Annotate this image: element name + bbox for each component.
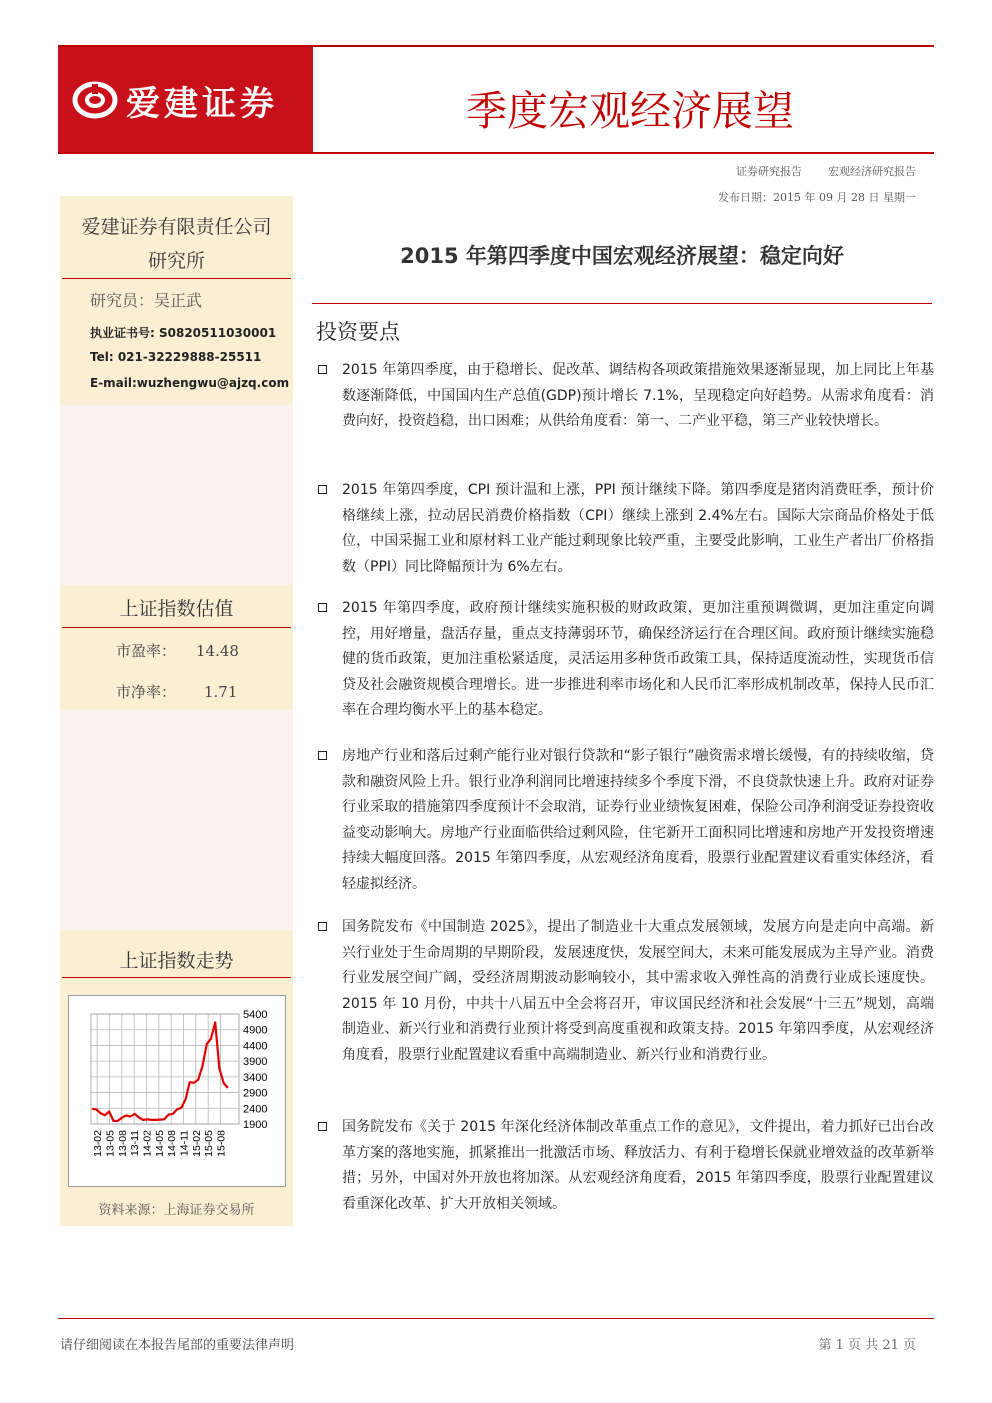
bullet-text: 2015 年第四季度，由于稳增长、促改革、调结构各项政策措施效果逐渐显现，加上同比上年基数逐渐降低，中国国内生产总值(GDP)预计增长 7.1%，呈现稳定向好趋势。从需求角度看：消费向好，投资趋稳，出口困难；从供给角度看：第一、二产业平稳，第三产业较快增长。 xyxy=(342,362,934,430)
y-tick-label: 2900 xyxy=(243,1087,268,1100)
pe-ratio-value: 14.48 xyxy=(196,642,239,660)
checkbox-bullet-icon xyxy=(318,603,327,612)
y-tick-label: 3900 xyxy=(243,1056,268,1069)
y-tick-label: 2400 xyxy=(243,1103,268,1116)
legal-disclaimer-note: 请仔细阅读在本报告尾部的重要法律声明 xyxy=(60,1338,295,1353)
bullet-item xyxy=(316,915,934,1069)
bullet-item xyxy=(316,596,934,724)
category-securities-research: 证券研究报告 xyxy=(736,165,802,178)
company-logo-icon xyxy=(72,80,118,120)
report-type-title: 季度宏观经济展望 xyxy=(466,87,794,135)
pb-ratio-value: 1.71 xyxy=(204,683,238,701)
bullet-item xyxy=(316,358,934,435)
checkbox-bullet-icon xyxy=(318,485,327,494)
y-tick-label: 1900 xyxy=(243,1119,268,1131)
report-title: 2015 年第四季度中国宏观经济展望：稳定向好 xyxy=(400,244,844,268)
x-tick-label: 14-11 xyxy=(178,1130,191,1157)
title-divider xyxy=(312,303,932,304)
header-bottom-rule xyxy=(58,152,934,154)
y-tick-label: 3400 xyxy=(243,1071,268,1084)
x-tick-label: 14-08 xyxy=(166,1130,179,1157)
checkbox-bullet-icon xyxy=(318,922,327,931)
bullet-text: 国务院发布《中国制造 2025》，提出了制造业十大重点发展领域，发展方向是走向中高端。新兴行业处于生命周期的早期阶段，发展速度快，发展空间大，未来可能发展成为主导产业。消费行业发展空间广阔，受经济周期波动影响较小，其中需求收入弹性高的消费行业成长速度快。2015 年 10 月份，中共十八届五中全会将召开，审议国民经济和社会发展“十三五”规划，高端制造业、新兴行业和消费行业预计将受到高度重视和政策支持。2015 年第四季度，从宏观经济角度看，股票行业配置建议看重中高端制造业、新兴行业和消费行业。 xyxy=(342,919,934,1063)
checkbox-bullet-icon xyxy=(318,365,327,374)
x-tick-label: 15-05 xyxy=(203,1130,216,1157)
publish-date: 发布日期：2015 年 09 月 28 日 星期一 xyxy=(718,191,916,204)
checkbox-bullet-icon xyxy=(318,751,327,760)
x-tick-label: 13-05 xyxy=(104,1130,117,1157)
valuation-title: 上证指数估值 xyxy=(119,598,234,620)
y-tick-label: 4900 xyxy=(243,1024,268,1037)
analyst-phone: Tel: 021-32229888-25511 xyxy=(90,350,262,364)
analyst-name: 研究员：吴正武 xyxy=(90,291,203,310)
footer-rule xyxy=(58,1318,934,1319)
license-number: 执业证书号: S0820511030001 xyxy=(90,326,277,340)
chart-canvas xyxy=(69,996,285,1186)
checkbox-bullet-icon xyxy=(318,1122,327,1131)
trend-title: 上证指数走势 xyxy=(119,950,234,972)
company-name: 爱建证券有限责任公司 xyxy=(81,216,272,238)
index-trend-chart xyxy=(68,995,286,1187)
chart-source: 资料来源：上海证券交易所 xyxy=(98,1203,255,1218)
bullet-text: 2015 年第四季度，政府预计继续实施积极的财政政策，更加注重预调微调，更加注重定向调控，用好增量，盘活存量，重点支持薄弱环节，确保经济运行在合理区间。政府预计继续实施稳健的货币政策，更加注重松紧适度，灵活运用多种货币政策工具，保持适度流动性，实现货币信贷及社会融资规模合理增长。进一步推进利率市场化和人民币汇率形成机制改革，保持人民币汇率在合理均衡水平上的基本稳定。 xyxy=(342,600,934,719)
sidebar-spacer xyxy=(60,405,293,585)
company-logo-text: 爱建证券 xyxy=(126,84,278,124)
pe-ratio-label: 市盈率： xyxy=(116,642,177,660)
pb-ratio-row xyxy=(116,681,237,702)
bullet-text: 2015 年第四季度，CPI 预计温和上涨，PPI 预计继续下降。第四季度是猪肉消费旺季，预计价格继续上涨，拉动居民消费价格指数（CPI）继续上涨到 2.4%左右。国际大宗商品价格处于低位，中国采掘工业和原材料工业产能过剩现象比较严重，主要受此影响，工业生产者出厂价格指数（PPI）同比降幅预计为 6%左右。 xyxy=(342,482,934,575)
x-tick-label: 15-02 xyxy=(190,1130,203,1157)
x-tick-label: 13-02 xyxy=(92,1130,105,1157)
y-tick-label: 4400 xyxy=(243,1040,268,1053)
research-institute: 研究所 xyxy=(147,250,205,272)
x-tick-label: 13-08 xyxy=(116,1130,129,1157)
pe-ratio-row xyxy=(116,640,239,661)
y-tick-label: 5400 xyxy=(243,1009,268,1021)
section-heading: 投资要点 xyxy=(316,320,400,344)
sidebar-spacer-2 xyxy=(60,710,293,930)
category-macro-research: 宏观经济研究报告 xyxy=(828,165,916,178)
x-tick-label: 15-08 xyxy=(215,1130,228,1157)
analyst-email: E-mail:wuzhengwu@ajzq.com xyxy=(90,376,290,390)
bullet-text: 国务院发布《关于 2015 年深化经济体制改革重点工作的意见》，文件提出，着力抓好已出台改革方案的落地实施，抓紧推出一批激活市场、释放活力、有利于稳增长保就业增效益的改革新举措；另外，中国对外开放也将加深。从宏观经济角度看，2015 年第四季度，股票行业配置建议看重深化改革、扩大开放相关领域。 xyxy=(342,1119,934,1212)
x-tick-label: 13-11 xyxy=(129,1130,142,1157)
valuation-divider xyxy=(62,627,291,628)
page-number: 第 1 页 共 21 页 xyxy=(818,1338,916,1353)
report-category xyxy=(710,163,916,179)
x-tick-label: 14-02 xyxy=(141,1130,154,1157)
bullet-item xyxy=(316,1115,934,1217)
pb-ratio-label: 市净率： xyxy=(116,683,177,701)
bullet-item xyxy=(316,478,934,580)
bullet-item xyxy=(316,744,934,898)
x-tick-label: 14-05 xyxy=(153,1130,166,1157)
index-series-line xyxy=(92,1023,228,1121)
trend-divider xyxy=(62,977,291,978)
bullet-text: 房地产行业和落后过剩产能行业对银行贷款和“影子银行”融资需求增长缓慢，有的持续收缩，贷款和融资风险上升。银行业净利润同比增速持续多个季度下滑，不良贷款快速上升。政府对证券行业采取的措施第四季度预计不会取消，证券行业业绩恢复困难，保险公司净利润受证券投资收益变动影响大。房地产行业面临供给过剩风险，住宅新开工面积同比增速和房地产开发投资增速持续大幅度回落。2015 年第四季度，从宏观经济角度看，股票行业配置建议看重实体经济，看轻虚拟经济。 xyxy=(342,748,934,892)
